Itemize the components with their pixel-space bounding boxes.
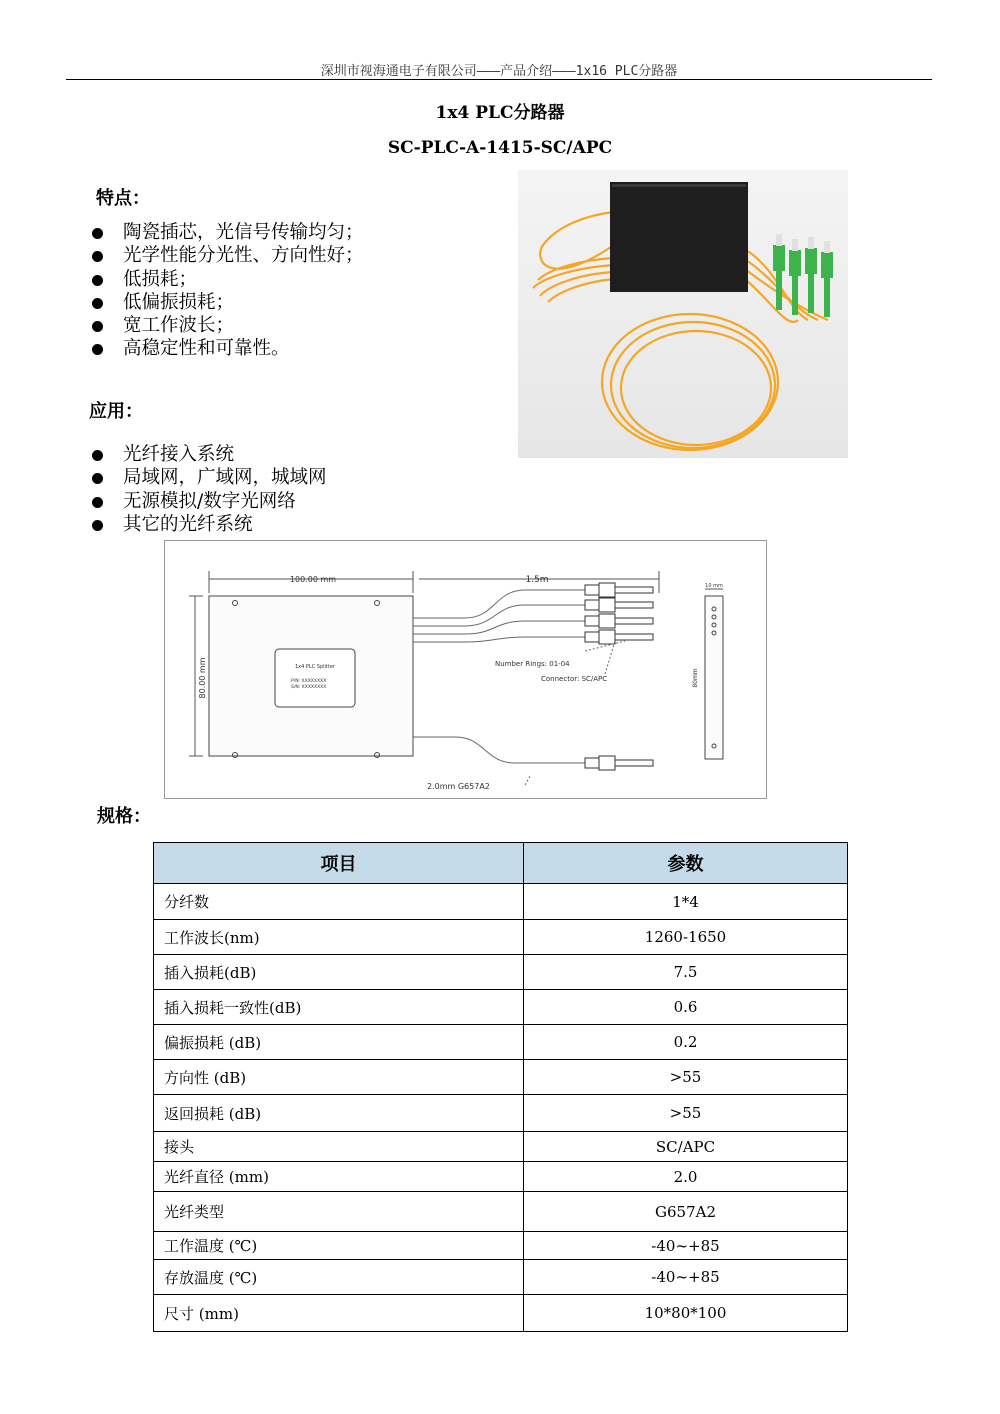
- specs-heading: 规格：: [97, 806, 151, 827]
- spec-value: -40~+85: [524, 1260, 848, 1295]
- spec-name: 方向性 (dB): [154, 1060, 524, 1095]
- spec-value: 0.2: [524, 1025, 848, 1060]
- table-row: [154, 1162, 848, 1192]
- column-header-item: 项目: [154, 843, 524, 884]
- bullet-icon: [92, 228, 103, 239]
- side-height-label: 80mm: [692, 668, 699, 688]
- list-item: 陶瓷插芯，光信号传输均匀；: [90, 221, 364, 244]
- list-item: 高稳定性和可靠性。: [90, 337, 364, 360]
- spec-name: 插入损耗一致性(dB): [154, 990, 524, 1025]
- table-row: [154, 1132, 848, 1162]
- table-row: [154, 1060, 848, 1095]
- list-item: 光纤接入系统: [90, 443, 327, 466]
- page-header: 深圳市视海通电子有限公司———产品介绍———1x16 PLC分路器: [320, 64, 678, 79]
- spec-name: 尺寸 (mm): [154, 1295, 524, 1332]
- dim-height-label: 80.00 mm: [198, 657, 207, 699]
- table-row: [154, 1192, 848, 1232]
- fiber-type-label: 2.0mm G657A2: [427, 782, 490, 791]
- table-row: [154, 920, 848, 955]
- header-divider: [66, 79, 932, 80]
- table-row: [154, 1260, 848, 1295]
- features-list: [90, 221, 364, 361]
- list-item: 宽工作波长；: [90, 314, 364, 337]
- list-item: 低偏振损耗；: [90, 291, 364, 314]
- spec-value: 7.5: [524, 955, 848, 990]
- list-item: 其它的光纤系统: [90, 513, 327, 536]
- bullet-icon: [92, 344, 103, 355]
- list-item: 低损耗；: [90, 268, 364, 291]
- bullet-icon: [92, 497, 103, 508]
- spec-name: 返回损耗 (dB): [154, 1095, 524, 1132]
- spec-value: -40~+85: [524, 1232, 848, 1260]
- bullet-icon: [92, 520, 103, 531]
- connector-label: Connector: SC/APC: [541, 675, 608, 683]
- bullet-icon: [92, 473, 103, 484]
- spec-name: 光纤直径 (mm): [154, 1162, 524, 1192]
- bullet-icon: [92, 275, 103, 286]
- spec-name: 工作波长(nm): [154, 920, 524, 955]
- dim-length-label: 100.00 mm: [289, 575, 337, 584]
- table-row: [154, 884, 848, 920]
- spec-name: 工作温度 (℃): [154, 1232, 524, 1260]
- spec-value: G657A2: [524, 1192, 848, 1232]
- spec-value: 0.6: [524, 990, 848, 1025]
- column-header-value: 参数: [524, 843, 848, 884]
- dim-fiber-label: 1.5m: [525, 575, 549, 585]
- document-title: 1x4 PLC分路器: [435, 103, 565, 123]
- spec-name: 存放温度 (℃): [154, 1260, 524, 1295]
- model-number: SC-PLC-A-1415-SC/APC: [387, 138, 613, 158]
- spec-value: SC/APC: [524, 1132, 848, 1162]
- spec-value: 10*80*100: [524, 1295, 848, 1332]
- bullet-icon: [92, 450, 103, 461]
- drawing-label-title: 1x4 PLC Splitter: [295, 664, 335, 670]
- spec-name: 偏振损耗 (dB): [154, 1025, 524, 1060]
- spec-value: 1260-1650: [524, 920, 848, 955]
- drawing-label-sn: S/N: XXXXXXXX: [291, 685, 327, 690]
- number-rings-label: Number Rings: 01-04: [495, 660, 570, 668]
- spec-name: 光纤类型: [154, 1192, 524, 1232]
- technical-drawing: [164, 540, 767, 799]
- spec-value: >55: [524, 1060, 848, 1095]
- table-row: [154, 990, 848, 1025]
- applications-heading: 应用：: [89, 401, 143, 422]
- list-item: 光学性能分光性、方向性好；: [90, 244, 364, 267]
- spec-value: >55: [524, 1095, 848, 1132]
- spec-name: 接头: [154, 1132, 524, 1162]
- applications-list: [90, 443, 327, 536]
- table-row: [154, 1095, 848, 1132]
- table-row: [154, 1295, 848, 1332]
- table-row: [154, 1232, 848, 1260]
- list-item: 局域网，广域网，城域网: [90, 466, 327, 489]
- spec-name: 分纤数: [154, 884, 524, 920]
- features-heading: 特点：: [96, 188, 150, 209]
- spec-table: [153, 842, 848, 1332]
- list-item: 无源模拟/数字光网络: [90, 490, 327, 513]
- bullet-icon: [92, 321, 103, 332]
- bullet-icon: [92, 298, 103, 309]
- product-photo: [518, 170, 848, 458]
- side-width-label: 10 mm: [705, 583, 723, 589]
- bullet-icon: [92, 251, 103, 262]
- table-row: [154, 1025, 848, 1060]
- table-header-row: [154, 843, 848, 884]
- spec-name: 插入损耗(dB): [154, 955, 524, 990]
- drawing-label-pn: P/N: XXXXXXXX: [291, 679, 327, 684]
- table-row: [154, 955, 848, 990]
- spec-value: 2.0: [524, 1162, 848, 1192]
- spec-value: 1*4: [524, 884, 848, 920]
